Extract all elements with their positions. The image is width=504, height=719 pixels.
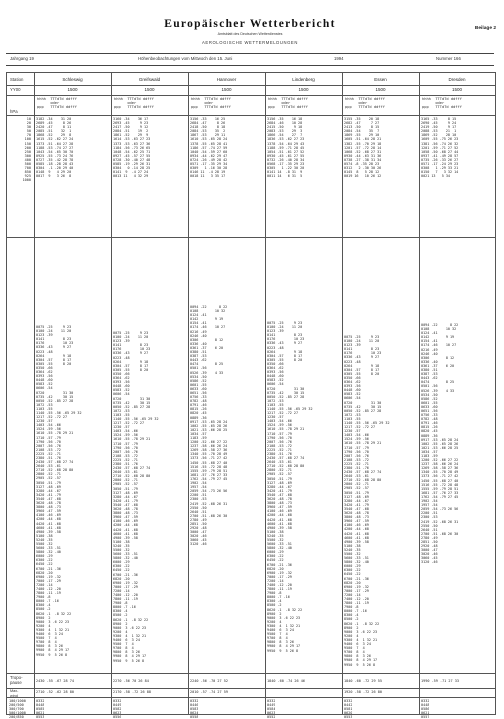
col-divider [188,73,189,714]
thickness-values: 0332 0448 0586 0621 0557 [421,699,430,719]
maxwind-value: 2010 -57 -74 27 59 [190,690,228,694]
station-name: Hannover [216,77,237,82]
station-label: Station [10,77,24,82]
row-divider [7,85,495,86]
maxwind-value: 2710 -52 -62 28 80 [36,690,74,694]
jahrgang-label: Jahrgang 19 [10,56,34,61]
column-header: hhhh TTTdTd ddfff oder ppp TTTdTd ddfff [191,97,231,110]
significant-levels-block: 0075 -25 9 23 0100 -24 11 20 0123 -39 0141 8 23 0176 10 23 0336 -43 9 27 0223 -48 0264 9 18 0304 -57 8 17 0305 -55 8 20 0350 -66 0364 -62 0393 -56 0448 -60 0583 -52 0606 -54 0720 31 30 0735 -42 30 15 0050 -52 -85 27 28 1072 -53 1103 -55 1140 -55 -56 -65 29 32 1217 -52 -72 27 1230 -57 1403 -54 -66 1524 -59 -56 1610 -55 -78 29 21 1710 -57 -79 1790 -56 -70 2007 -56 -76 2108 -53 -72 2225 -52 -71 2380 -51 -76 2430 -57 -68 27 74 2640 -53 -61 2710 -52 -68 28 80 2800 -52 -71 2905 -52 -57 3050 -51 -79 3127 -48 -69 3280 -44 -67 3420 -41 -79 3540 -47 -68 3620 -48 -78 3800 -48 -73 3960 -47 -59 4100 -46 -69 4200 -44 -68 4420 -41 -68 4600 -41 -68 4900 -39 -58 5100 -38 5240 -35 5500 -32 5600 -33 -51 5800 -32 -40 6000 -29 6300 -22 6450 -22 6700 -21 -36 6820 -20 6900 -19 -32 7000 -17 -29 7200 -14 7400 -12 -20 7800 -11 -19 7900 -8 8000 -7 -16 8300 -4 8500 -2 8620 -1 -8 32 22 8900 2 9000 3 -6 22 23 9200 4 9300 4 1 32 21 9400 6 3 24 9500 7 4 9700 8 4 9800 8 3 26 9900 8 4 29 17 9950 9 5 26 8 [113,331,159,663]
station-time: 1500 [451,87,462,92]
header-rule-bottom [6,65,494,66]
row-divider [7,673,495,674]
col-divider [111,73,112,714]
issue-number: Nummer 166 [436,56,461,61]
column-header: hhhh TTTdTd ddfff oder ppp TTTdTd ddfff [345,97,385,110]
row-divider [7,688,495,689]
row-divider [7,237,495,238]
station-time: 1500 [221,87,232,92]
col-divider [34,73,35,714]
pressure-levels: 10 20 30 50 70 100 150 200 250 300 400 500 700 850 925 1000 [22,117,31,183]
header-rule-top [6,53,494,54]
col-divider [419,73,420,714]
hpa-label: hPa [10,109,18,114]
station-name: Greifswald [138,77,161,82]
station-data-block: 3182 -34 31 20 2689 -45 8 26 2420 -47 8 11 2085 -51 32 1 1868 -52 29 8 1615 -52 -62 27 24 1373 -51 -64 27 28 1188 -53 -74 27 27 1043 -54 -65 30 70 0925 -55 -73 24 76 0727 -35 -42 28 78 0585 -18 -28 28 43 0304 -1 -20 29 40 0148 9 4 29 20 0017 9 3 26 8 [36,117,74,179]
station-time: 1500 [298,87,309,92]
document-title: Europäischer Wetterbericht [164,18,336,30]
year-label: 1994 [334,56,344,61]
beilage-label: Beilage 2 [474,26,496,31]
station-name: Essen [374,77,387,82]
row-divider [7,697,495,698]
station-time: 1500 [67,87,78,92]
station-data-block: 3156 -33 16 25 2684 -47 8 26 2418 -50 8 18 2084 -53 35 2 1867 -53 29 11 1610 -53 -65 28 24 1378 -55 -65 28 41 1186 -57 -74 27 59 1040 -54 -59 27 60 0934 -44 -62 29 47 0724 -26 -49 28 42 0571 -17 -35 29 34 0309 1 -16 30 28 0146 11 -4 28 19 0018 11 3 35 17 [190,117,228,179]
station-time: 1500 [375,87,386,92]
station-name: Lindenberg [292,77,315,82]
station-name: Dresden [448,77,466,82]
thickness-values: 0332 0442 0581 0620 0553 [344,699,353,719]
document-subtitle: Amtsblatt des Deutschen Wetterdienstes [217,32,283,36]
significant-levels-block: 0075 -25 9 23 0100 -24 11 20 0123 -39 0141 8 23 0176 10 23 0336 -43 9 27 0223 -48 0264 9 18 0304 -57 8 17 0305 -55 8 20 0350 -66 0364 -62 0393 -56 0448 -60 0583 -52 0606 -54 0720 31 30 0735 -42 30 15 0050 -52 -85 27 28 1072 -53 1103 -55 1140 -55 -56 -65 29 32 1217 -52 -72 27 1230 -57 1403 -54 -66 1524 -59 -56 1610 -55 -78 29 21 1710 -57 -79 1790 -56 -70 2007 -56 -76 2108 -53 -72 2225 -52 -71 2380 -51 -76 2430 -57 -68 27 74 2640 -53 -61 2710 -52 -68 28 80 2800 -52 -71 2905 -52 -57 3050 -51 -79 3127 -48 -69 3280 -44 -67 3420 -41 -79 3540 -47 -68 3620 -48 -78 3800 -48 -73 3960 -47 -59 4100 -46 -69 4200 -44 -68 4420 -41 -68 4600 -41 -68 4900 -39 -58 5100 -38 5240 -35 5500 -32 5600 -33 -51 5800 -32 -40 6000 -29 6300 -22 6450 -22 6700 -21 -36 6820 -20 6900 -19 -32 7000 -17 -29 7200 -14 7400 -12 -20 7800 -11 -19 7900 -8 8000 -7 -16 8300 -4 8500 -2 8620 -1 -8 32 22 8900 2 9000 3 -6 22 23 9200 4 9300 4 1 32 21 9400 6 3 24 9500 7 4 9700 8 4 9800 8 3 26 9900 8 4 29 17 9950 9 5 26 8 [267,321,313,653]
station-name: Schleswig [62,77,83,82]
row-divider [7,115,495,116]
row-divider [7,95,495,96]
tropopause-value: 1990 -59 -71 27 33 [421,679,459,683]
thickness-labels: 100/1000 200/500 300/700 500/1000 200/850 [9,699,26,719]
tropopause-value: 2270 -56 70 26 84 [113,679,149,683]
significant-levels-block: 0094 -22 8 22 0108 10 32 0124 -41 0142 9 19 0154 -41 0174 -46 10 27 0216 -49 0246 -40 0306 8 12 0336 -40 0361 -37 6 20 0380 -51 0387 -53 0443 -62 0474 8 25 0501 -56 0526 -39 4 33 0534 -50 0586 -52 0601 -55 0633 -60 0651 -56 0756 -33 0782 -48 0791 -46 0815 -26 0820 -45 0889 -36 0917 -53 -65 28 24 1002 -55 -65 28 26 1021 -53 -66 28 25 1034 -57 1183 -59 1200 -52 -66 27 22 1237 -58 -66 26 24 1269 -58 -58 27 36 1340 -55 -70 28 49 1373 -56 -71 27 42 1450 -55 -68 27 40 1516 -55 -72 28 48 1555 -59 -79 28 51 1681 -57 -76 27 33 1762 -54 -79 27 45 1902 -54 1957 -54 2059 -54 -73 26 56 2200 -51 2300 -53 2419 -52 -68 26 31 2550 -50 2640 -51 2700 -51 -68 26 30 2780 -49 2851 -50 2920 -48 3000 -47 3020 -46 3060 -45 3120 -46 [190,305,228,547]
column-header: hhhh TTTdTd ddfff oder ppp TTTdTd ddfff [268,97,308,110]
section-title: AEROLOGISCHE WETTERMELDUNGEN [202,40,298,45]
col-divider [265,73,266,714]
col-divider [342,73,343,714]
station-data-block: 3165 -33 8 15 2690 -45 9 24 2419 -50 9 17 2088 -53 21 1 1869 -52 28 10 1609 -55 -75 26 23 1381 -56 -74 26 32 1201 -59 -71 27 52 1058 -50 -68 27 44 0937 -41 -49 28 57 0735 -26 -33 26 27 0571 -17 -24 29 23 0308 1 -29 33 21 0150 7 3 32 14 0021 13 5 34 [421,117,459,179]
tropopause-value: 1840 -60 -74 26 46 [267,679,305,683]
thickness-values: 0332 0446 0583 0624 0558 [190,699,199,719]
significant-levels-block: 0075 -25 9 23 0100 -24 11 20 0123 -39 0141 8 23 0176 10 23 0336 -43 9 27 0223 -48 0264 9 18 0304 -57 8 17 0305 -55 8 20 0350 -66 0364 -62 0393 -56 0448 -60 0583 -52 0606 -54 0720 31 30 0735 -42 30 15 0050 -52 -85 27 28 1072 -53 1103 -55 1140 -55 -56 -65 29 32 1217 -52 -72 27 1230 -57 1403 -54 -66 1524 -59 -56 1610 -55 -78 29 21 1710 -57 -79 1790 -56 -70 2007 -56 -76 2108 -53 -72 2225 -52 -71 2380 -51 -76 2430 -57 -68 27 74 2640 -53 -61 2710 -52 -68 28 80 2800 -52 -71 2905 -52 -57 3050 -51 -79 3127 -48 -69 3280 -44 -67 3420 -41 -79 3540 -47 -68 3620 -48 -78 3800 -48 -73 3960 -47 -59 4100 -46 -69 4200 -44 -68 4420 -41 -68 4600 -41 -68 4900 -39 -58 5100 -38 5240 -35 5500 -32 5600 -33 -51 5800 -32 -40 6000 -29 6300 -22 6450 -22 6700 -21 -36 6820 -20 6900 -19 -32 7000 -17 -29 7200 -14 7400 -12 -20 7800 -11 -19 7900 -8 8000 -7 -16 8300 -4 8500 -2 8620 -1 -8 32 22 8900 2 9000 3 -6 22 23 9200 4 9300 4 1 32 21 9400 6 3 24 9500 7 4 9700 8 4 9800 8 3 26 9900 8 4 29 17 9950 9 5 26 8 [344,335,390,667]
thickness-values: 0332 0449 0582 0623 0556 [113,699,122,719]
document-page [2,2,498,719]
column-header: hhhh TTTdTd ddfff oder ppp TTTdTd ddfff [37,97,77,110]
tropopause-value: 2240 -56 -70 27 52 [190,679,228,683]
maxwind-value: 2170 -58 -72 26 88 [113,690,151,694]
issue-info-row [8,56,492,64]
time-label: YY00 [10,87,21,92]
tropopause-value: 2430 -55 -67 28 74 [36,679,74,683]
significant-levels-block: 0075 -25 9 23 0100 -24 11 20 0123 -39 0141 8 23 0176 10 23 0336 -43 9 27 0223 -48 0264 9 18 0304 -57 8 17 0305 -55 8 20 0350 -66 0364 -62 0393 -56 0448 -60 0583 -52 0606 -54 0720 31 30 0735 -42 30 15 0050 -52 -85 27 28 1072 -53 1103 -55 1140 -55 -56 -65 29 32 1217 -52 -72 27 1230 -57 1403 -54 -66 1524 -59 -56 1610 -55 -78 29 21 1710 -57 -79 1790 -56 -70 2007 -56 -76 2108 -53 -72 2225 -52 -71 2380 -51 -76 2430 -57 -68 27 74 2640 -53 -61 2710 -52 -68 28 80 2800 -52 -71 2905 -52 -57 3050 -51 -79 3127 -48 -69 3280 -44 -67 3420 -41 -79 3540 -47 -68 3620 -48 -78 3800 -48 -73 3960 -47 -59 4100 -46 -69 4200 -44 -68 4420 -41 -68 4600 -41 -68 4900 -39 -58 5100 -38 5240 -35 5500 -32 5600 -33 -51 5800 -32 -40 6000 -29 6300 -22 6450 -22 6700 -21 -36 6820 -20 6900 -19 -32 7000 -17 -29 7200 -14 7400 -12 -20 7800 -11 -19 7900 -8 8000 -7 -16 8300 -4 8500 -2 8620 -1 -8 32 22 8900 2 9000 3 -6 22 23 9200 4 9300 4 1 32 21 9400 6 3 24 9500 7 4 9700 8 4 9800 8 3 26 9900 8 4 29 17 9950 9 5 26 8 [36,325,82,657]
column-header: hhhh TTTdTd ddfff oder ppp TTTdTd ddfff [114,97,154,110]
tropopause-label: Tropo- pause [10,675,23,685]
maxwind-value: 1920 -58 -72 26 80 [344,690,382,694]
column-header: hhhh TTTdTd ddfff oder ppp TTTdTd ddfff [422,97,462,110]
thickness-values: 0332 0448 0585 0621 0553 [36,699,45,719]
station-time: 1500 [144,87,155,92]
station-data-block: 3156 -35 16 18 2684 -46 10 28 2415 -50 9 18 2083 -53 29 3 1866 -54 27 7 1836 -53 -62 27 23 1378 -54 -64 29 43 1188 -59 -71 28 45 1054 -51 -61 27 52 0930 -45 -61 27 55 0732 -26 -40 28 34 0568 -17 -35 29 23 0305 1 -22 30 20 0141 14 -8 31 9 0011 14 6 31 5 [267,117,305,179]
maxwind-label: Max- wind [10,689,19,698]
thickness-values: 0332 0449 0584 0623 0552 [267,699,276,719]
station-data-block: 3155 -35 20 18 2682 -47 7 27 2413 -50 8 15 2084 -54 35 7 1869 -55 29 10 1605 -51 -64 28 21 1382 -55 -70 29 18 1201 -57 -72 28 14 1068 -52 -68 27 31 0930 -44 -63 31 36 0738 -27 -38 31 34 0574 -8 -35 28 23 0312 2 -30 30 26 0145 8 5 28 12 0019 16 10 26 12 [344,117,382,179]
station-data-block: 3160 -34 36 17 2693 -45 9 23 2417 -50 9 12 2084 -51 19 2 1861 -52 29 9 1614 -53 -63 27 23 1373 -53 -63 27 36 1184 -56 -73 26 65 1048 -54 -62 25 71 0927 -45 -57 27 55 0728 -30 -40 27 48 0585 -19 -29 26 31 0304 0 -14 28 25 0141 9 -4 27 24 0013 11 4 32 29 [113,117,151,179]
significant-levels-block: 0094 -22 8 22 0108 10 32 0124 -41 0142 9 19 0154 -41 0174 -46 10 27 0216 -49 0246 -40 0306 8 12 0336 -40 0361 -37 6 20 0380 -51 0387 -53 0443 -62 0474 8 25 0501 -56 0526 -39 4 33 0534 -50 0586 -52 0601 -55 0633 -60 0651 -56 0756 -33 0782 -48 0791 -46 0815 -26 0820 -45 0889 -36 0917 -53 -65 28 24 1002 -55 -65 28 26 1021 -53 -66 28 25 1034 -57 1183 -59 1200 -52 -66 27 22 1237 -58 -66 26 24 1269 -58 -58 27 36 1340 -55 -70 28 49 1373 -56 -71 27 42 1450 -55 -68 27 40 1516 -55 -72 28 48 1555 -59 -79 28 51 1681 -57 -76 27 33 1762 -54 -79 27 45 1902 -54 1957 -54 2059 -54 -73 26 56 2200 -51 2300 -53 2419 -52 -68 26 31 2550 -50 2640 -51 2700 -51 -68 26 30 2780 -49 2851 -50 2920 -48 3000 -47 3020 -46 3060 -45 3120 -46 [421,323,459,565]
tropopause-value: 1840 -60 -72 29 55 [344,679,382,683]
aerological-table [6,72,496,719]
observation-date: Höhenbeobachtungen vom Mittwoch den 15. Juni [138,56,233,61]
